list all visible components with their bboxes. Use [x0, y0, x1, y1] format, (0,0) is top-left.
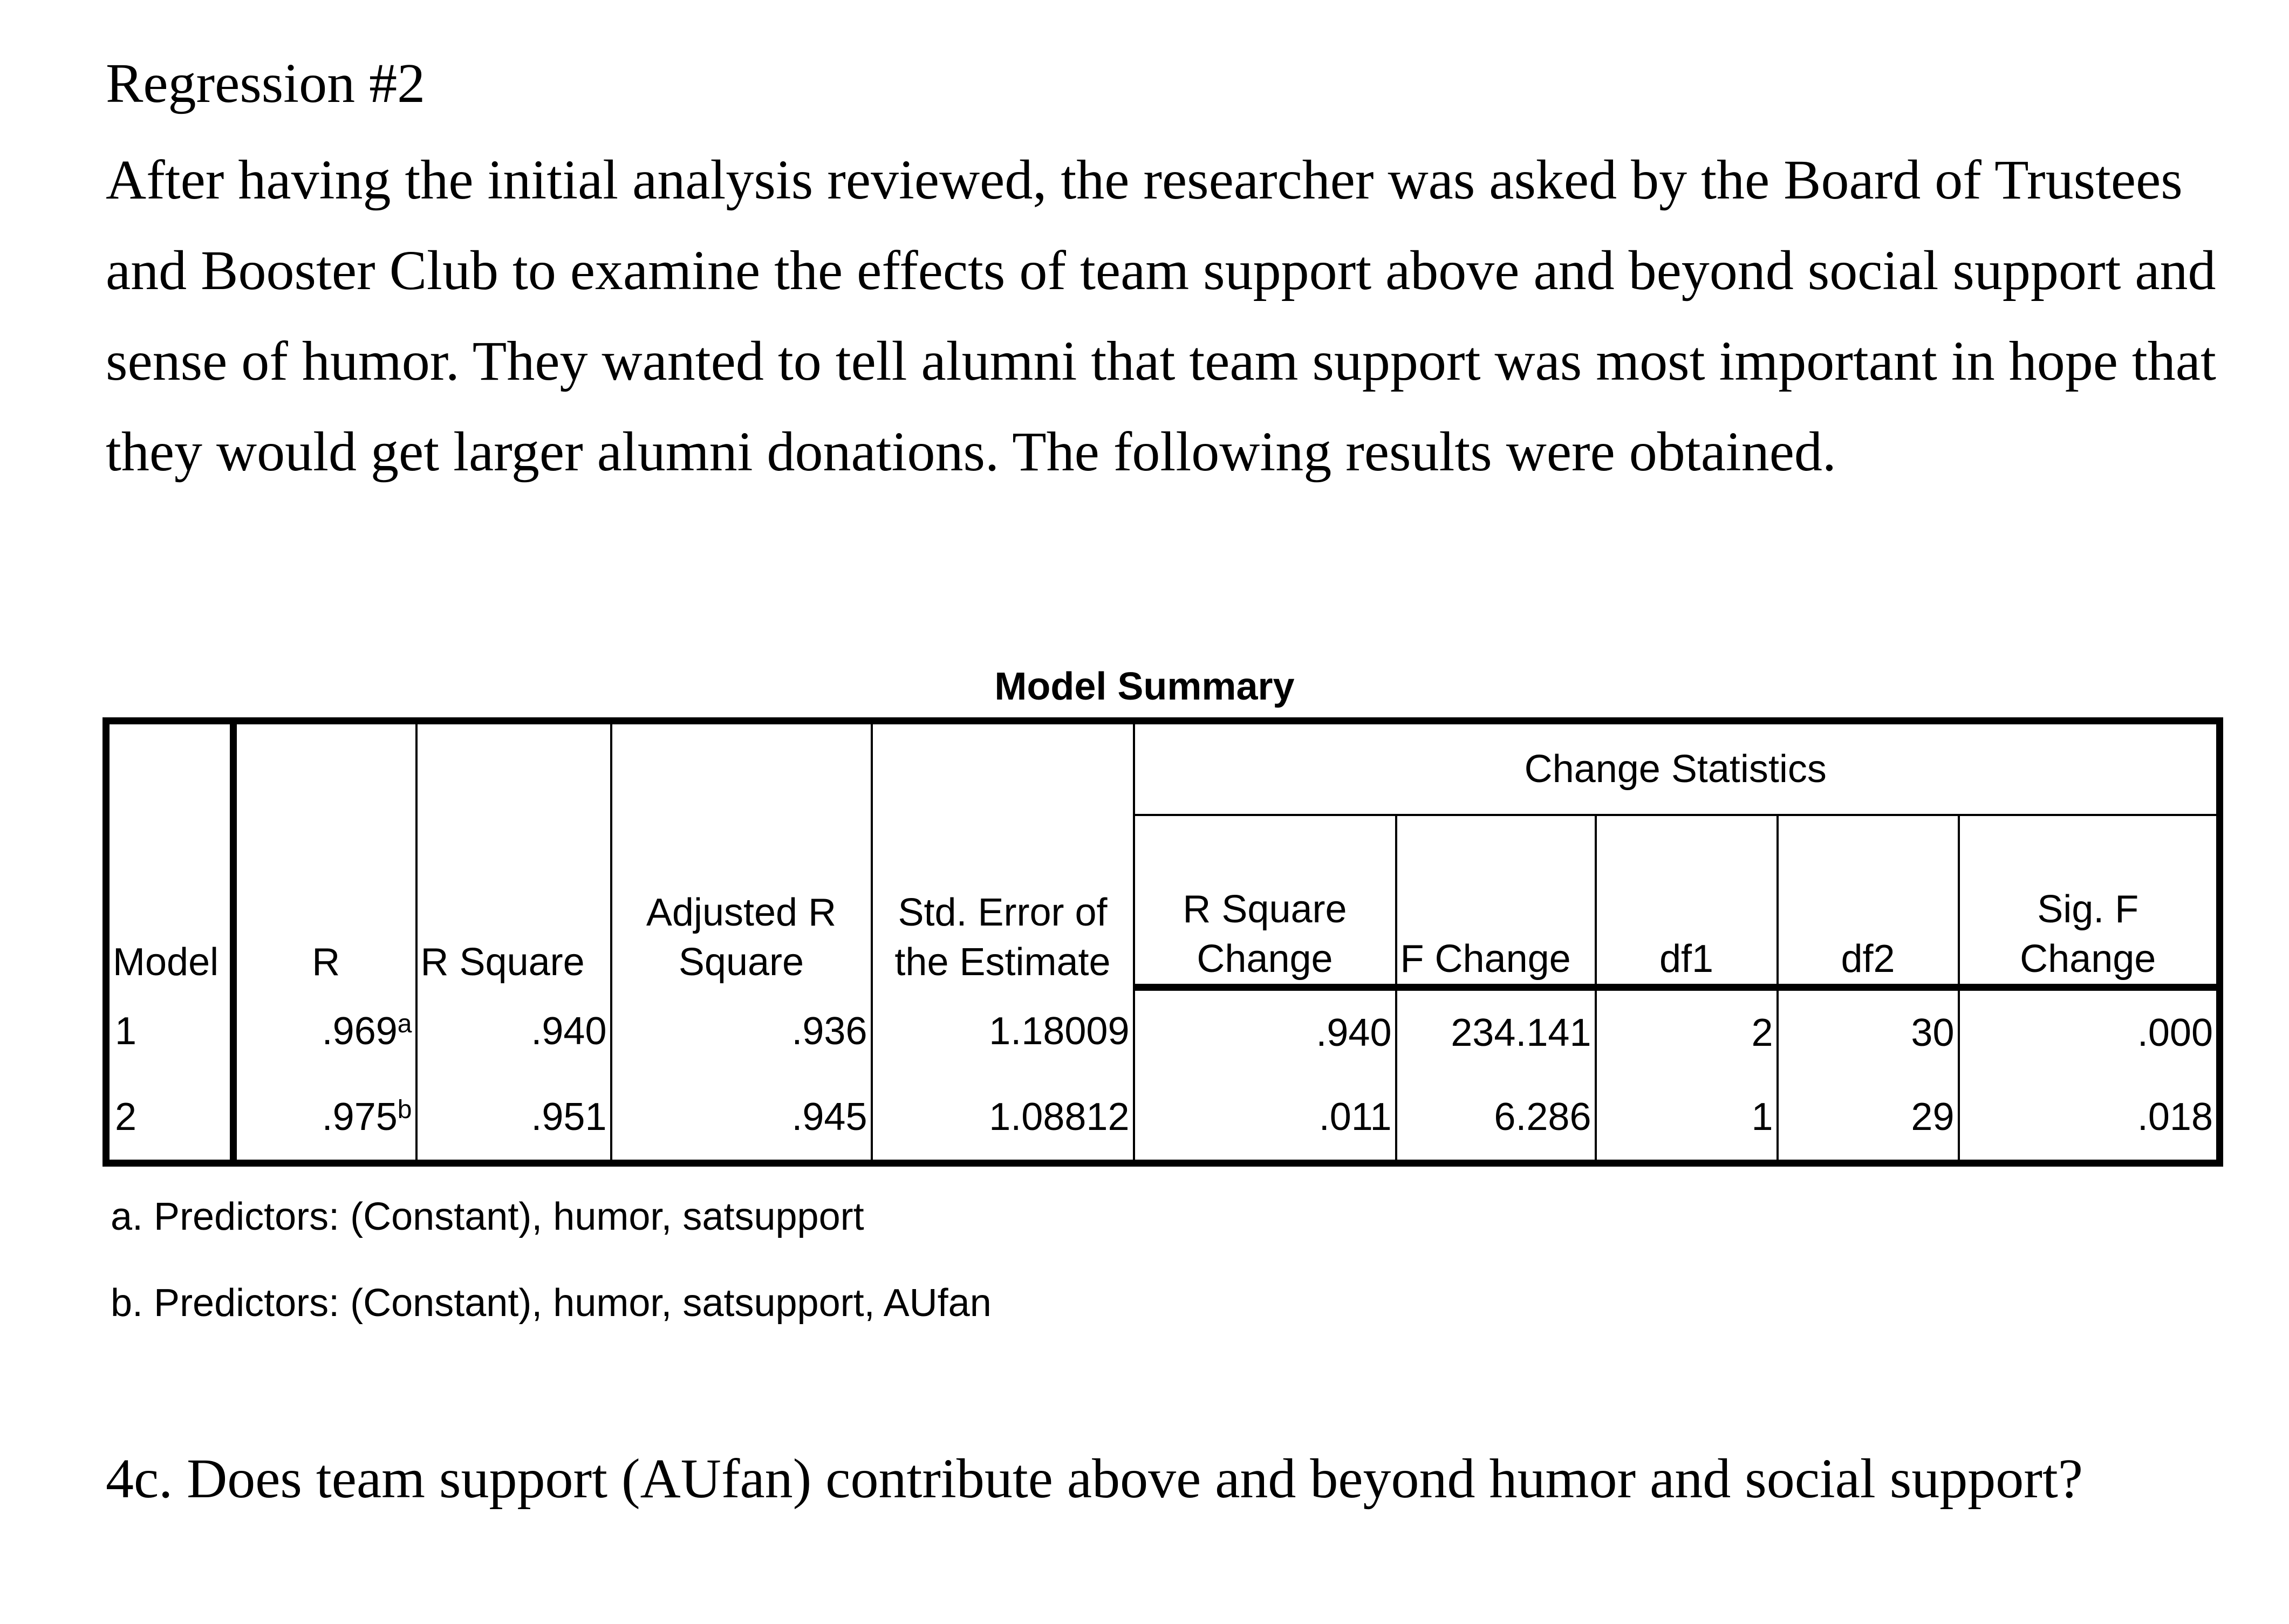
cell-model: 1 — [115, 1009, 137, 1053]
cell-df1: 1 — [1596, 1075, 1778, 1163]
header-r-square-change — [1134, 815, 1396, 987]
model-summary-table — [103, 717, 2223, 1167]
cell-r-value: .969 — [322, 1009, 398, 1053]
header-adjusted-r-square-line1: Adjusted R — [646, 891, 837, 935]
header-df1: df1 — [1596, 815, 1778, 987]
footnote-a: a. Predictors: (Constant), humor, satsupport — [111, 1195, 864, 1238]
header-r: R — [234, 721, 416, 988]
header-std-error-line1: Std. Error of — [898, 891, 1108, 935]
cell-std-error: 1.18009 — [872, 987, 1134, 1075]
header-adjusted-r-square-line2: Square — [678, 941, 804, 984]
header-sig-f-change — [1959, 815, 2220, 987]
header-std-error-line2: the Estimate — [894, 941, 1111, 984]
cell-model: 2 — [115, 1095, 137, 1139]
table-row — [106, 987, 2220, 1075]
cell-sig-f-change: .018 — [1959, 1075, 2220, 1163]
cell-adjusted-r-square: .945 — [611, 1075, 872, 1163]
header-r-square-change-line1: R Square — [1183, 887, 1347, 931]
section-heading: Regression #2 — [106, 52, 426, 114]
cell-r-footnote-marker: a — [397, 1009, 412, 1038]
cell-r-footnote-marker: b — [397, 1095, 412, 1125]
cell-sig-f-change: .000 — [1959, 987, 2220, 1075]
cell-r-square: .951 — [416, 1075, 611, 1163]
cell-r — [234, 987, 416, 1075]
header-std-error — [872, 721, 1134, 988]
cell-f-change: 6.286 — [1396, 1075, 1596, 1163]
cell-df2: 30 — [1778, 987, 1959, 1075]
cell-r — [234, 1075, 416, 1163]
header-model: Model — [113, 941, 219, 984]
header-r-square-change-line2: Change — [1197, 937, 1333, 981]
cell-r-square-change: .940 — [1134, 987, 1396, 1075]
cell-adjusted-r-square: .936 — [611, 987, 872, 1075]
intro-paragraph: After having the initial analysis reviewed, the researcher was asked by the Board of Trustees and Booster Club to examine the effects of team support above and beyond social support and sense of humor. They wanted to tell alumni that team support was most important in hope that they would get larger alumni donations. The following results were obtained. — [106, 149, 2216, 483]
cell-df2: 29 — [1778, 1075, 1959, 1163]
header-r-square: R Square — [416, 721, 611, 988]
question-4c: 4c. Does team support (AUfan) contribute above and beyond humor and social support? — [106, 1448, 2083, 1510]
cell-df1: 2 — [1596, 987, 1778, 1075]
cell-std-error: 1.08812 — [872, 1075, 1134, 1163]
cell-f-change: 234.141 — [1396, 987, 1596, 1075]
header-f-change: F Change — [1396, 815, 1596, 987]
table-title: Model Summary — [994, 665, 1295, 708]
header-change-statistics: Change Statistics — [1134, 721, 2220, 816]
cell-r-square: .940 — [416, 987, 611, 1075]
table-row — [106, 1075, 2220, 1163]
cell-r-value: .975 — [322, 1095, 398, 1139]
cell-r-square-change: .011 — [1134, 1075, 1396, 1163]
header-df2: df2 — [1778, 815, 1959, 987]
header-sig-f-change-line1: Sig. F — [2037, 887, 2139, 931]
footnote-b: b. Predictors: (Constant), humor, satsupport, AUfan — [111, 1282, 992, 1325]
header-sig-f-change-line2: Change — [2020, 937, 2156, 981]
header-adjusted-r-square — [611, 721, 872, 988]
